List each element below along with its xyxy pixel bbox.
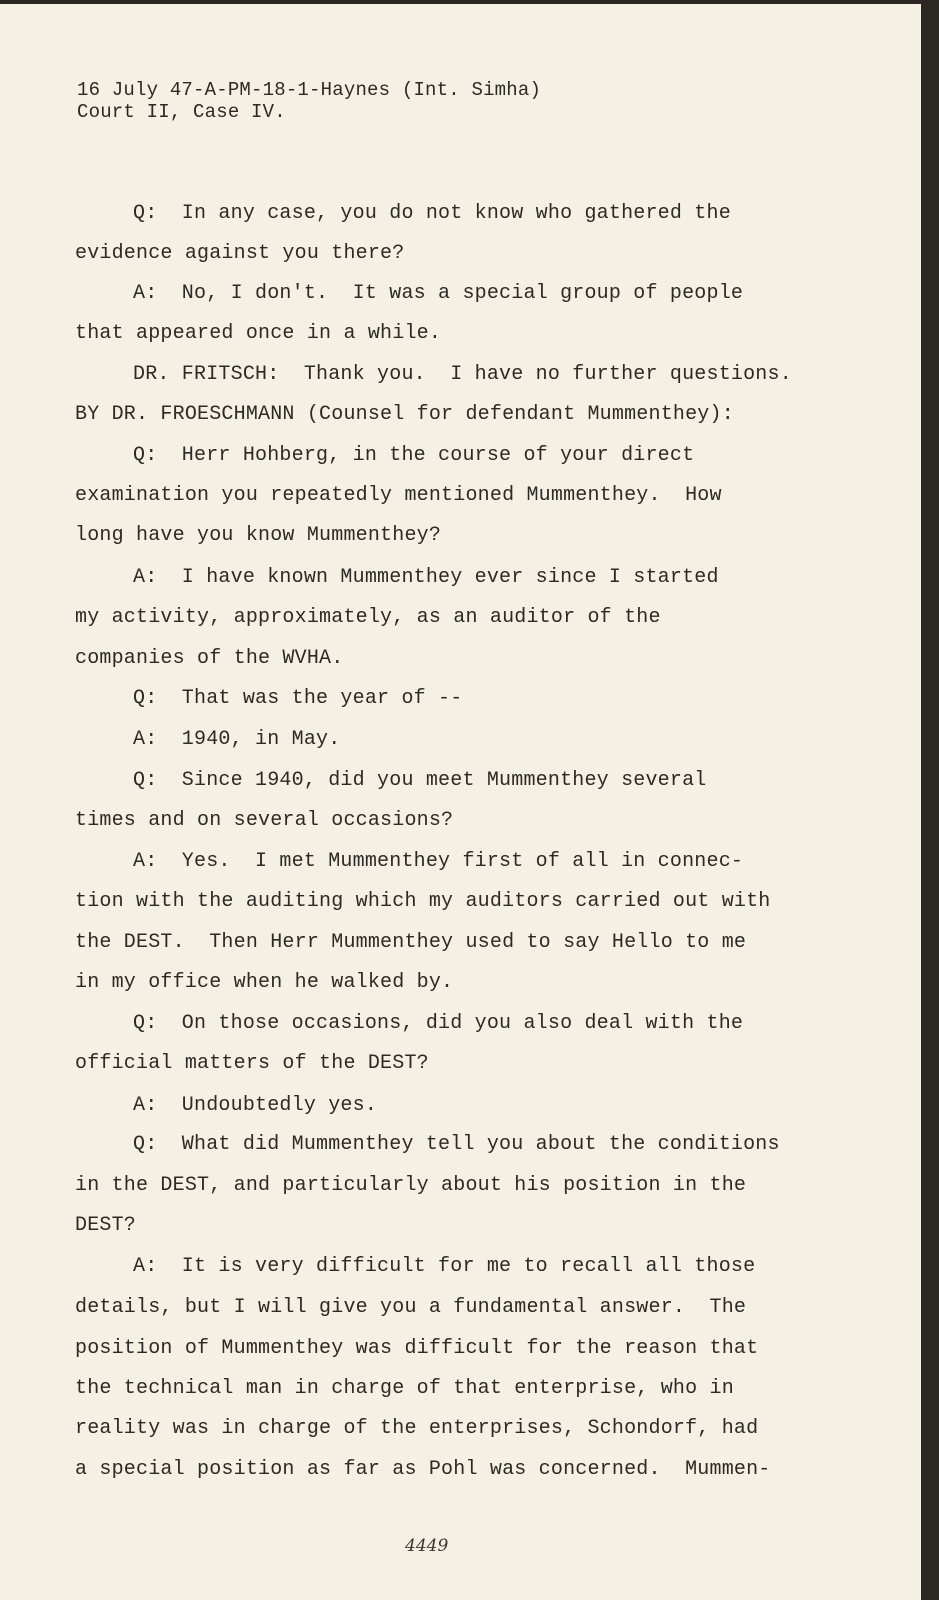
transcript-line: A: It is very difficult for me to recall all those <box>133 1255 756 1278</box>
transcript-line: Q: Herr Hohberg, in the course of your direct <box>133 444 695 467</box>
transcript-line: A: I have known Mummenthey ever since I started <box>133 566 719 589</box>
transcript-line: reality was in charge of the enterprises, Schondorf, had <box>75 1417 759 1440</box>
header-line-2: Court II, Case IV. <box>77 101 286 123</box>
transcript-line: official matters of the DEST? <box>75 1052 429 1075</box>
transcript-line: position of Mummenthey was difficult for the reason that <box>75 1337 759 1360</box>
transcript-line: DR. FRITSCH: Thank you. I have no further questions. <box>133 363 792 386</box>
transcript-line: A: 1940, in May. <box>133 728 341 751</box>
transcript-line: Q: Since 1940, did you meet Mummenthey several <box>133 769 707 792</box>
transcript-line: tion with the auditing which my auditors carried out with <box>75 890 771 913</box>
page-number: 4449 <box>405 1536 449 1556</box>
transcript-line: DEST? <box>75 1214 137 1237</box>
transcript-line: Q: That was the year of -- <box>133 687 463 710</box>
transcript-line: the technical man in charge of that enterprise, who in <box>75 1377 734 1400</box>
transcript-line: details, but I will give you a fundamental answer. The <box>75 1296 747 1319</box>
transcript-line: a special position as far as Pohl was concerned. Mummen- <box>75 1458 771 1481</box>
transcript-line: Q: What did Mummenthey tell you about the conditions <box>133 1133 780 1156</box>
transcript-line: Q: On those occasions, did you also deal with the <box>133 1012 744 1035</box>
transcript-line: long have you know Mummenthey? <box>75 524 442 547</box>
transcript-line: evidence against you there? <box>75 242 405 265</box>
header-line-1: 16 July 47-A-PM-18-1-Haynes (Int. Simha) <box>77 79 542 101</box>
transcript-line: A: No, I don't. It was a special group of people <box>133 282 744 305</box>
transcript-line: A: Yes. I met Mummenthey first of all in connec- <box>133 850 744 873</box>
transcript-line: A: Undoubtedly yes. <box>133 1094 378 1117</box>
transcript-line: companies of the WVHA. <box>75 647 344 670</box>
transcript-line: my activity, approximately, as an auditor of the <box>75 606 661 629</box>
transcript-line: that appeared once in a while. <box>75 322 442 345</box>
transcript-line: times and on several occasions? <box>75 809 454 832</box>
transcript-line: in the DEST, and particularly about his position in the <box>75 1174 747 1197</box>
transcript-line: Q: In any case, you do not know who gathered the <box>133 202 731 225</box>
transcript-line: examination you repeatedly mentioned Mummenthey. How <box>75 484 722 507</box>
transcript-line: the DEST. Then Herr Mummenthey used to say Hello to me <box>75 931 747 954</box>
document-page <box>0 4 921 1600</box>
transcript-line: in my office when he walked by. <box>75 971 454 994</box>
transcript-line: BY DR. FROESCHMANN (Counsel for defendant Mummenthey): <box>75 403 734 426</box>
